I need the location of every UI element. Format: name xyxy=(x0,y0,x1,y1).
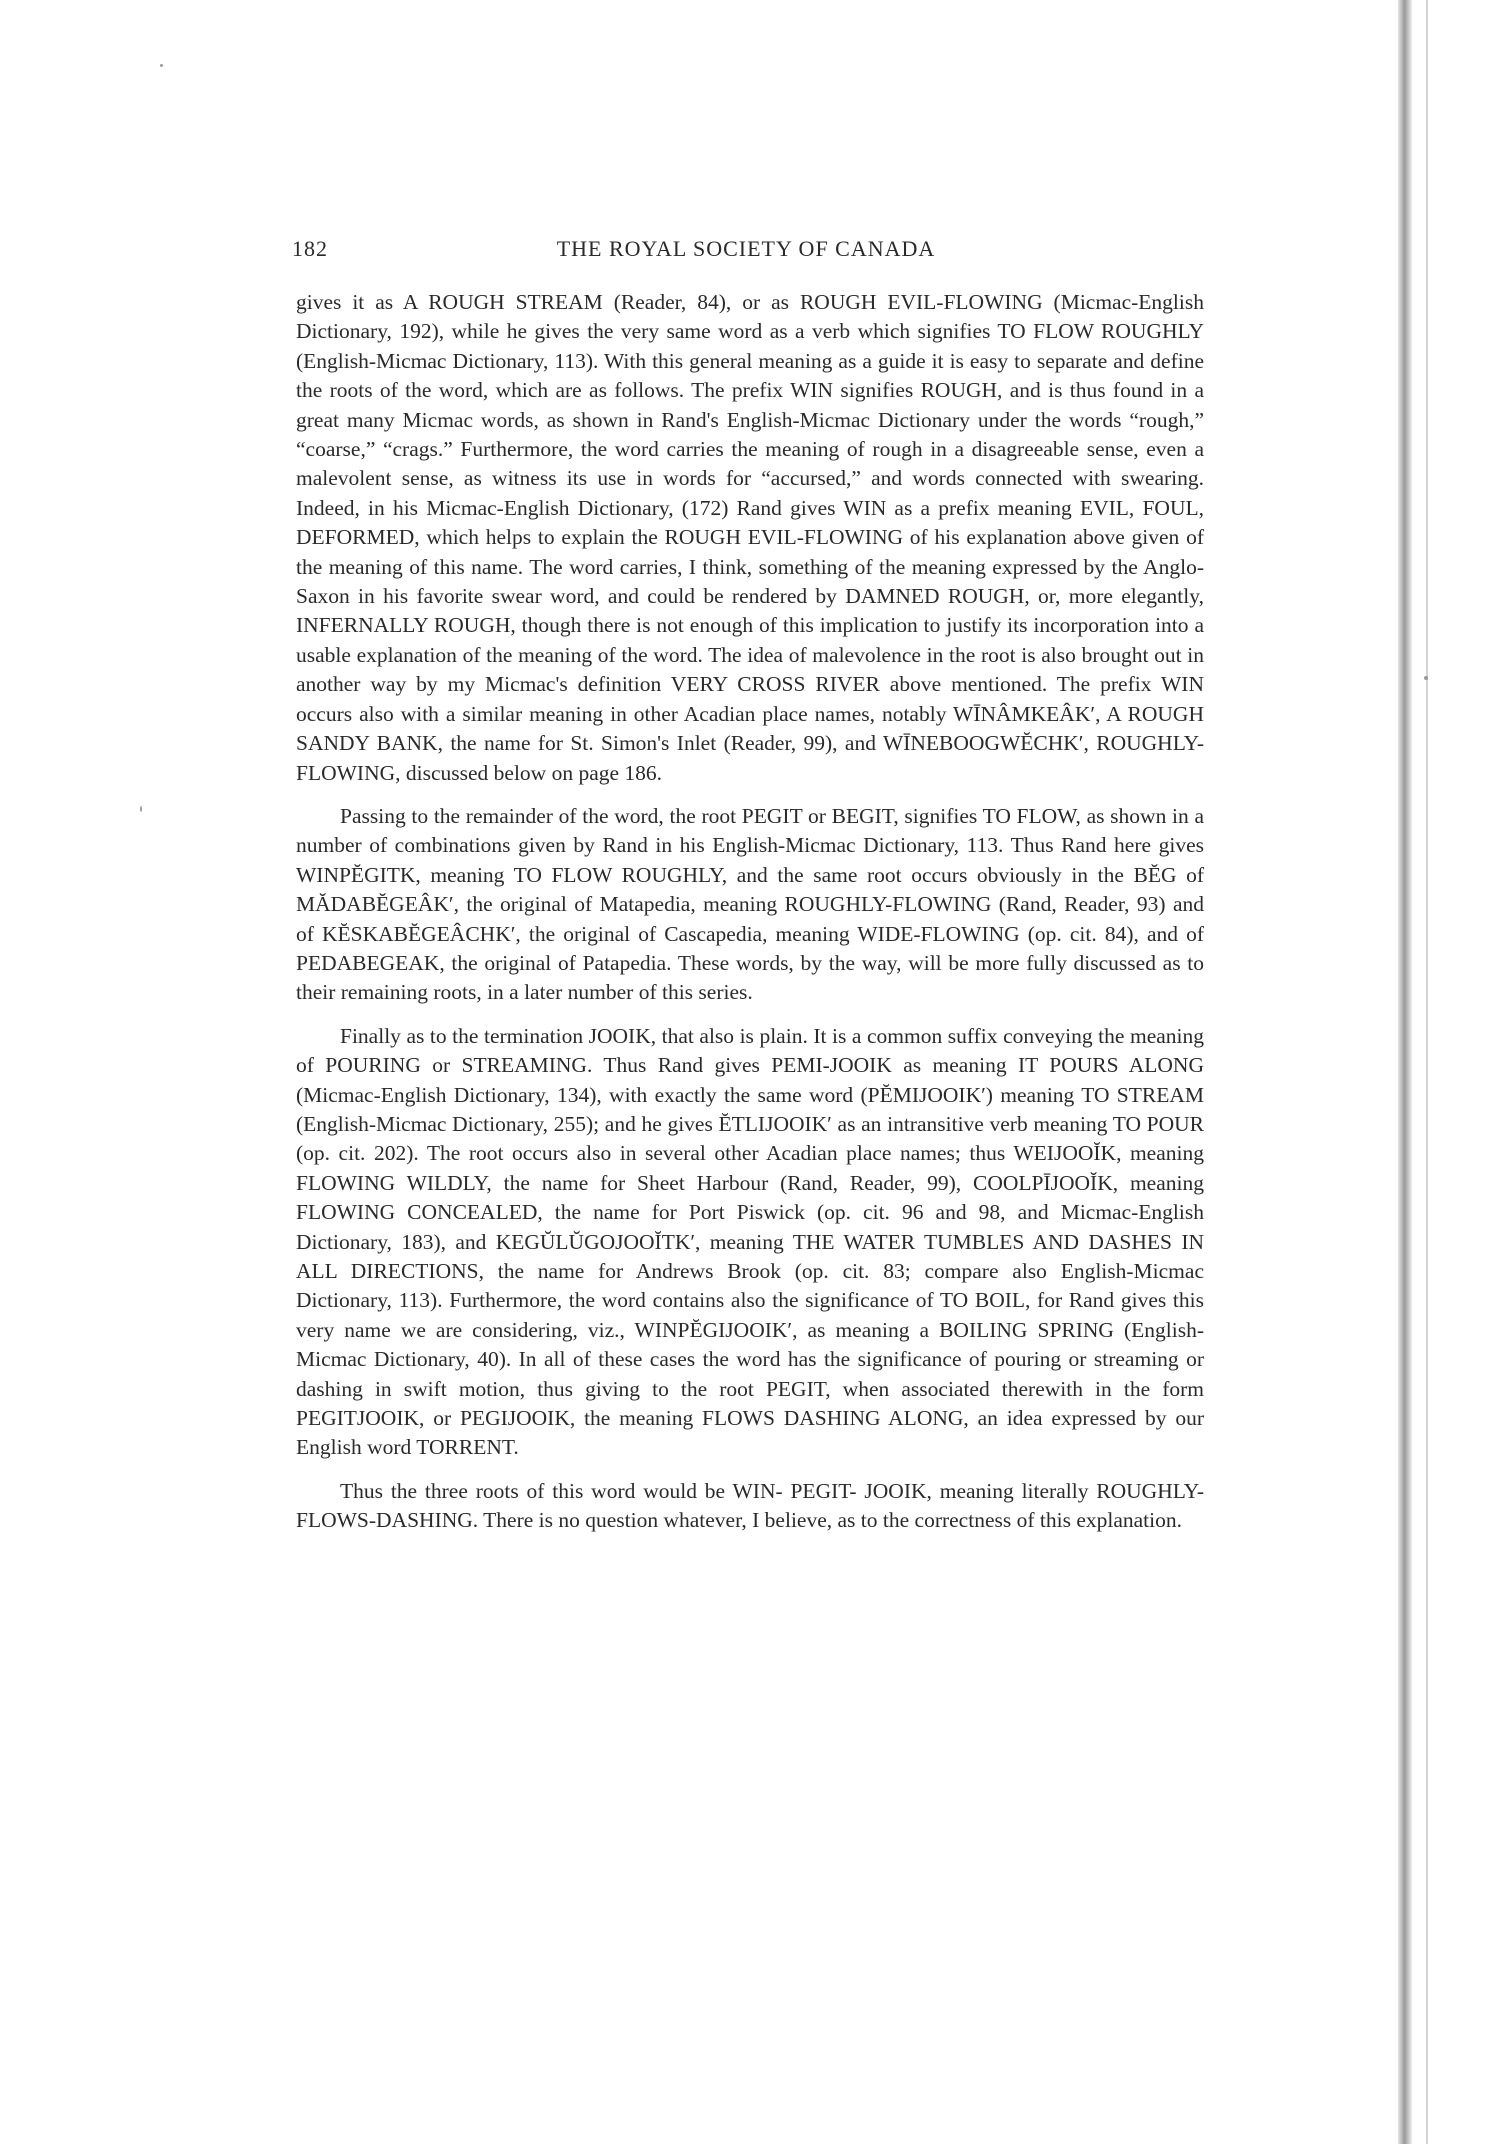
scan-speck xyxy=(1424,676,1428,680)
page-header xyxy=(292,236,1200,270)
paragraph-3: Finally as to the termination JOOIK, that also is plain. It is a common suffix conveying the meaning of POURING or STREAMING. Thus Rand gives PEMI-JOOIK as meaning IT POURS ALONG (Micmac-English Dictionary, 134), with exactly the same word (PĔMIJOOIK′) meaning TO STREAM (English-Micmac Dictionary, 255); and he gives ĔTLIJOOIK′ as an intransitive verb meaning TO POUR (op. cit. 202). The root occurs also in several other Acadian place names; thus WEIJOOĬK, meaning FLOWING WILDLY, the name for Sheet Harbour (Rand, Reader, 99), COOLPĪJOOĬK, meaning FLOWING CONCEALED, the name for Port Piswick (op. cit. 96 and 98, and Micmac-English Dictionary, 183), and KEGŬLŬGOJOOĬTK′, meaning THE WATER TUMBLES AND DASHES IN ALL DIRECTIONS, the name for Andrews Brook (op. cit. 83; compare also English-Micmac Dictionary, 113). Furthermore, the word contains also the significance of TO BOIL, for Rand gives this very name we are considering, viz., WINPĔGIJOOIK′, as meaning a BOILING SPRING (English-Micmac Dictionary, 40). In all of these cases the word has the significance of pouring or streaming or dashing in swift motion, thus giving to the root PEGIT, when associated therewith in the form PEGITJOOIK, or PEGIJOOIK, the meaning FLOWS DASHING ALONG, an idea expressed by our English word TORRENT. xyxy=(296,1023,1204,1460)
page-edge-line xyxy=(1426,0,1428,2144)
running-title: THE ROYAL SOCIETY OF CANADA xyxy=(556,236,936,261)
paragraph-1: gives it as A ROUGH STREAM (Reader, 84), or as ROUGH EVIL-FLOWING (Micmac-English Dictionary, 192), while he gives the very same word as a verb which signifies TO FLOW ROUGHLY (English-Micmac Dictionary, 113). With this general meaning as a guide it is easy to separate and define the roots of the word, which are as follows. The prefix WIN signifies ROUGH, and is thus found in a great many Micmac words, as shown in Rand's English-Micmac Dictionary under the words “rough,” “coarse,” “crags.” Furthermore, the word carries the meaning of rough in a disagreeable sense, even a malevolent sense, as witness its use in words for “accursed,” and words connected with swearing. Indeed, in his Micmac-English Dictionary, (172) Rand gives WIN as a prefix meaning EVIL, FOUL, DEFORMED, which helps to explain the ROUGH EVIL-FLOWING of his explanation above given of the meaning of this name. The word carries, I think, something of the meaning expressed by the Anglo-Saxon in his favorite swear word, and could be rendered by DAMNED ROUGH, or, more elegantly, INFERNALLY ROUGH, though there is not enough of this implication to justify its incorporation into a usable explanation of the meaning of the word. The idea of malevolence in the root is also brought out in another way by my Micmac's definition VERY CROSS RIVER above mentioned. The prefix WIN occurs also with a similar meaning in other Acadian place names, notably WĪNÂMKEÂK′, A ROUGH SANDY BANK, the name for St. Simon's Inlet (Reader, 99), and WĪNEBOOGWĔCHK′, ROUGHLY-FLOWING, discussed below on page 186. xyxy=(296,290,1204,785)
scan-speck xyxy=(140,806,142,812)
page-edge-shadow xyxy=(1398,0,1412,2144)
scan-speck xyxy=(160,64,163,67)
paragraph-2: Passing to the remainder of the word, the root PEGIT or BEGIT, signifies TO FLOW, as shown in a number of combinations given by Rand in his English-Micmac Dictionary, 113. Thus Rand here gives WINPĔGITK, meaning TO FLOW ROUGHLY, and the same root occurs obviously in the BĔG of MĂDABĔGEÂK′, the original of Matapedia, meaning ROUGHLY-FLOWING (Rand, Reader, 93) and of KĔSKABĔGEÂCHK′, the original of Cascapedia, meaning WIDE-FLOWING (op. cit. 84), and of PEDABEGEAK, the original of Patapedia. These words, by the way, will be more fully discussed as to their remaining roots, in a later number of this series. xyxy=(296,803,1204,1005)
page-number: 182 xyxy=(292,236,328,261)
paragraph-4: Thus the three roots of this word would be WIN- PEGIT- JOOIK, meaning literally ROUGHLY-FLOWS-DASHING. There is no question whatever, I believe, as to the correctness of this explanation. xyxy=(296,1478,1204,1533)
body-text xyxy=(296,288,1204,1550)
